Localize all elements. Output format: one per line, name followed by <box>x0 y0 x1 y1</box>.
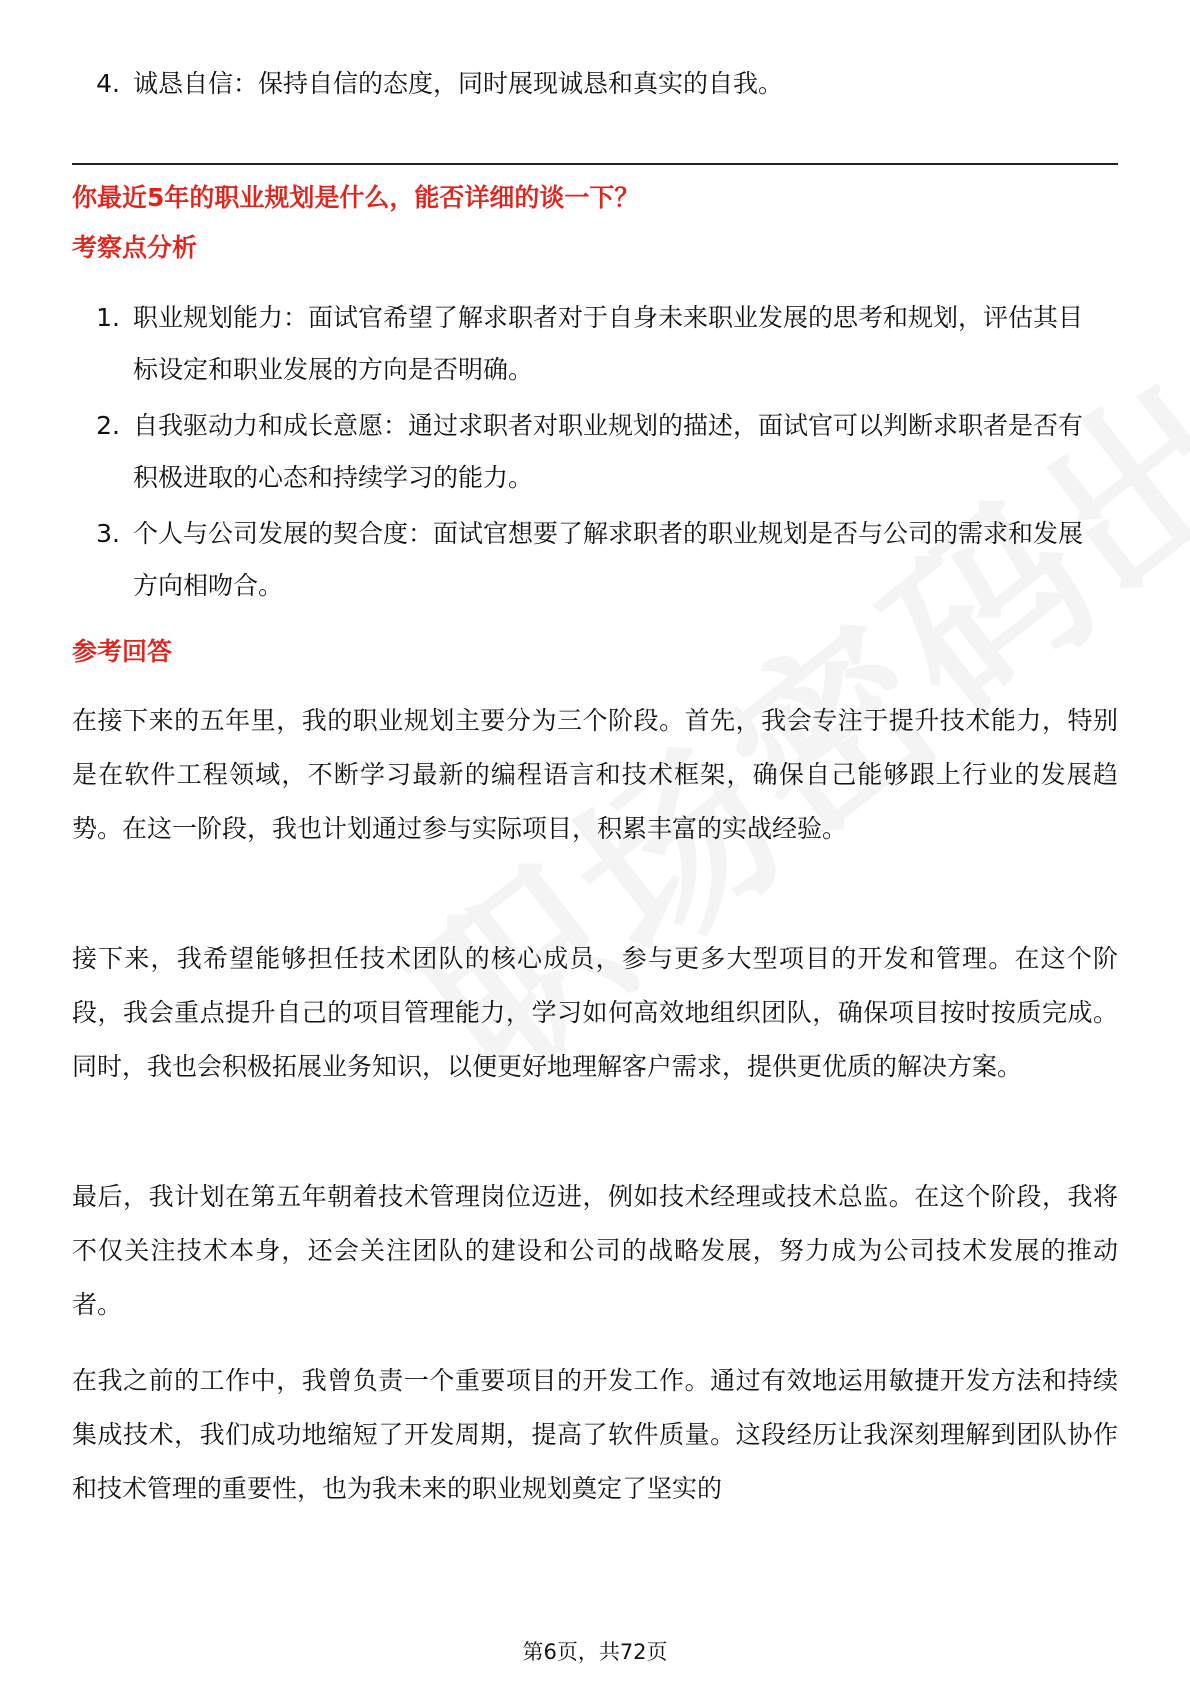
analysis-item-3 <box>84 508 1094 612</box>
answer-heading: 参考回答 <box>72 637 173 666</box>
list-number: 4. <box>96 69 120 98</box>
answer-paragraph-3: 最后，我计划在第五年朝着技术管理岗位迈进，例如技术经理或技术总监。在这个阶段，我将不仅关注技术本身，还会关注团队的建设和公司的战略发展，努力成为公司技术发展的推动者。 <box>72 1182 1118 1319</box>
answer-paragraph-4: 在我之前的工作中，我曾负责一个重要项目的开发工作。通过有效地运用敏捷开发方法和持续集成技术，我们成功地缩短了开发周期，提高了软件质量。这段经历让我深刻理解到团队协作和技术管理的重要性，也为我未来的职业规划奠定了坚实的 <box>72 1366 1118 1503</box>
list-number: 2. <box>96 411 120 440</box>
list-number: 1. <box>96 303 120 332</box>
analysis-item-1 <box>84 292 1094 396</box>
analysis-item-2 <box>84 400 1094 504</box>
answer-paragraph-1: 在接下来的五年里，我的职业规划主要分为三个阶段。首先，我会专注于提升技术能力，特别是在软件工程领域，不断学习最新的编程语言和技术框架，确保自己能够跟上行业的发展趋势。在这一阶段，我也计划通过参与实际项目，积累丰富的实战经验。 <box>72 706 1118 843</box>
list-number: 3. <box>96 519 120 548</box>
section-divider <box>72 163 1118 165</box>
list-text: 诚恳自信：保持自信的态度，同时展现诚恳和真实的自我。 <box>133 69 784 98</box>
list-item-4 <box>84 58 1084 110</box>
page-number: 第6页，共72页 <box>522 1640 668 1664</box>
answer-paragraph-2: 接下来，我希望能够担任技术团队的核心成员，参与更多大型项目的开发和管理。在这个阶段，我会重点提升自己的项目管理能力，学习如何高效地组织团队，确保项目按时按质完成。同时，我也会积极拓展业务知识，以便更好地理解客户需求，提供更优质的解决方案。 <box>72 944 1118 1081</box>
question-heading: 你最近5年的职业规划是什么，能否详细的谈一下？ <box>72 183 640 212</box>
list-text: 职业规划能力：面试官希望了解求职者对于自身未来职业发展的思考和规划，评估其目标设定和职业发展的方向是否明确。 <box>133 303 1084 384</box>
list-text: 个人与公司发展的契合度：面试官想要了解求职者的职业规划是否与公司的需求和发展方向相吻合。 <box>133 519 1084 600</box>
list-text: 自我驱动力和成长意愿：通过求职者对职业规划的描述，面试官可以判断求职者是否有积极进取的心态和持续学习的能力。 <box>133 411 1084 492</box>
analysis-list <box>84 292 1094 616</box>
document-page <box>72 0 1118 1684</box>
analysis-heading: 考察点分析 <box>72 233 198 262</box>
